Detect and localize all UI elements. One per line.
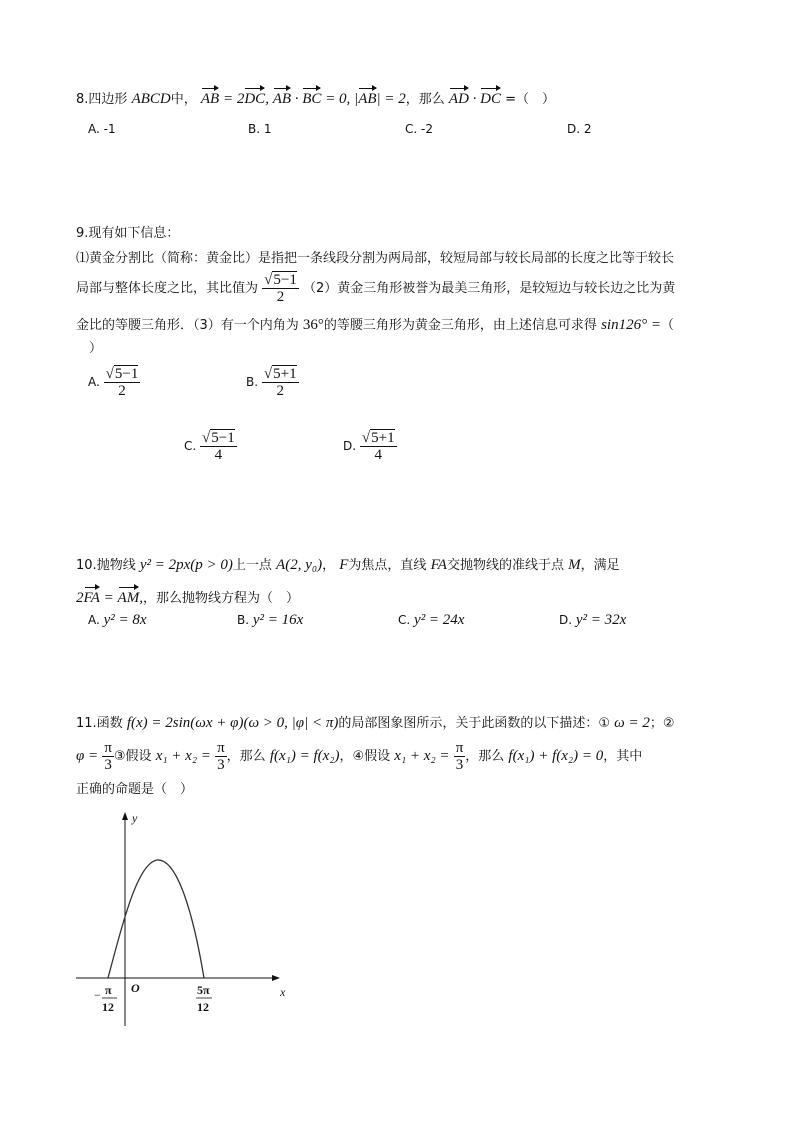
q11-equation: f(x₁) = f(x₂) [269, 748, 340, 764]
q11-line1 [76, 712, 675, 732]
q11-text: ，④假设 [339, 749, 391, 764]
option-fraction: $\frac{√5-1}{2}$ [105, 366, 139, 399]
option-value: y² = 8x [103, 612, 147, 628]
q10-text: 为焦点，直线 [348, 558, 427, 573]
option-letter: D. [559, 613, 573, 627]
sine-curve [108, 860, 204, 978]
origin-label: O [131, 981, 140, 995]
q10-focus: F [339, 557, 349, 573]
y-axis-label: y [132, 811, 138, 825]
q11-equation: f(x₁) + f(x₂) = 0 [508, 748, 604, 764]
q10-equation: y² = 2px(p > 0) [139, 557, 233, 573]
q11-text: 函数 [96, 716, 123, 731]
q11-sum: x₁ + x₂ = [155, 748, 211, 764]
q8-stem [76, 88, 555, 108]
q11-line3: 正确的命题是（ ） [76, 782, 194, 797]
q11-number: 11. [76, 716, 97, 731]
q10-line: FA [430, 557, 447, 573]
q8-option-d[interactable]: D. 2 [567, 122, 592, 136]
q11-text: ，那么 [226, 749, 266, 764]
function-graph [70, 808, 310, 1028]
option-value: y² = 24x [414, 612, 465, 628]
x-axis-arrow [272, 975, 280, 981]
q11-text: ；② [649, 716, 675, 731]
q11-text: ，其中 [603, 749, 643, 764]
q10-option-b[interactable] [237, 612, 303, 629]
q10-vector-condition: 2FA = AM, [76, 590, 143, 606]
left-tick-num: π [105, 983, 112, 997]
q10-text: 上一点 [232, 558, 272, 573]
q9-text: （ [660, 318, 674, 333]
q9-text: （2）黄金三角形被誉为最美三角形，是较短边与较长边之比为黄 [303, 281, 676, 296]
option-value: y² = 16x [252, 612, 304, 628]
q8-option-c[interactable]: C. -2 [405, 122, 433, 136]
x-axis-label: x [280, 985, 286, 999]
q11-omega: ω = 2 [614, 715, 650, 731]
q10-stem [76, 554, 620, 574]
option-letter: C. [398, 613, 411, 627]
option-letter: C. [184, 439, 197, 453]
q9-line2: ⑴黄金分割比（简称：黄金比）是指把一条线段分割为两局部，较短局部与较长局部的长度之比等于较长 [76, 251, 675, 266]
q11-fraction: $\frac{\pi}{3}$ [455, 740, 464, 773]
q10-point: A(2, y₀) [276, 557, 323, 573]
q11-text: ，那么 [465, 749, 505, 764]
q11-sum: x₁ + x₂ = [394, 748, 450, 764]
q9-option-d[interactable] [343, 430, 397, 463]
q9-line5: ） [76, 341, 103, 356]
option-fraction: $\frac{√5-1}{4}$ [202, 430, 235, 463]
q8-number: 8. [76, 92, 89, 107]
q10-text: 交抛物线的准线于点 [446, 558, 564, 573]
q8-text: 四边形 [88, 92, 128, 107]
q10-text: ， [322, 558, 336, 573]
option-letter: A. [88, 375, 100, 389]
q10-text: ，那么抛物线方程为（ ） [142, 591, 299, 606]
right-tick-num: 5π [197, 983, 210, 997]
q11-phi: φ = [76, 748, 99, 764]
option-letter: D. [343, 439, 357, 453]
left-tick-minus: − [94, 988, 101, 1002]
q8-text: 中， [170, 92, 197, 107]
y-axis-arrow [122, 812, 128, 820]
q9-line3 [76, 272, 675, 305]
q8-bracket: =（ ） [505, 92, 556, 107]
q11-fraction: $\frac{\pi}{3}$ [104, 740, 112, 773]
q10-option-c[interactable] [398, 612, 464, 629]
q9-angle: 36° [302, 317, 324, 333]
q9-text: 的等腰三角形为黄金三角形，由上述信息可求得 [323, 318, 597, 333]
q11-text: 的局部图象图所示，关于此函数的以下描述：① [338, 716, 610, 731]
option-fraction: $\frac{√5+1}{2}$ [263, 366, 297, 399]
option-letter: B. [246, 375, 259, 389]
q11-text: ③假设 [113, 749, 152, 764]
option-letter: B. [237, 613, 250, 627]
q9-text: 局部与整体长度之比，其比值为 [76, 281, 259, 296]
q10-point-m: M [568, 557, 581, 573]
q8-conditions: AB = 2DC, AB · BC = 0, |AB| = 2 [200, 91, 406, 107]
q9-option-b[interactable] [246, 366, 299, 399]
q9-line4 [76, 314, 674, 334]
q10-number: 10. [76, 558, 97, 573]
option-letter: A. [88, 613, 100, 627]
q9-sin: sin126° = [601, 317, 661, 333]
q10-option-a[interactable] [88, 612, 147, 629]
golden-ratio-fraction: $\frac{√5-1}{2}$ [264, 272, 297, 305]
left-tick-den: 12 [102, 1000, 114, 1014]
q8-option-b[interactable]: B. 1 [248, 122, 272, 136]
q11-fraction: $\frac{\pi}{3}$ [217, 740, 225, 773]
q10-line2 [76, 587, 299, 607]
q10-text: 抛物线 [96, 558, 136, 573]
q8-shape: ABCD [131, 91, 171, 107]
q10-option-d[interactable] [559, 612, 626, 629]
q9-option-c[interactable] [184, 430, 237, 463]
q11-function: f(x) = 2sin(ωx + φ)(ω > 0, |φ| < π) [126, 715, 339, 731]
option-fraction: $\frac{√5+1}{4}$ [361, 430, 395, 463]
q9-option-a[interactable] [88, 366, 140, 399]
q8-text: ，那么 [405, 92, 445, 107]
q9-text: 金比的等腰三角形．（3）有一个内角为 [76, 318, 299, 333]
q8-option-a[interactable]: A. -1 [88, 122, 116, 136]
option-value: y² = 32x [575, 612, 627, 628]
q9-intro: 9.现有如下信息： [76, 226, 180, 241]
q11-line2 [76, 740, 642, 773]
q10-text: ，满足 [580, 558, 620, 573]
q8-target: AD · DC [448, 91, 502, 107]
right-tick-den: 12 [197, 1000, 209, 1014]
